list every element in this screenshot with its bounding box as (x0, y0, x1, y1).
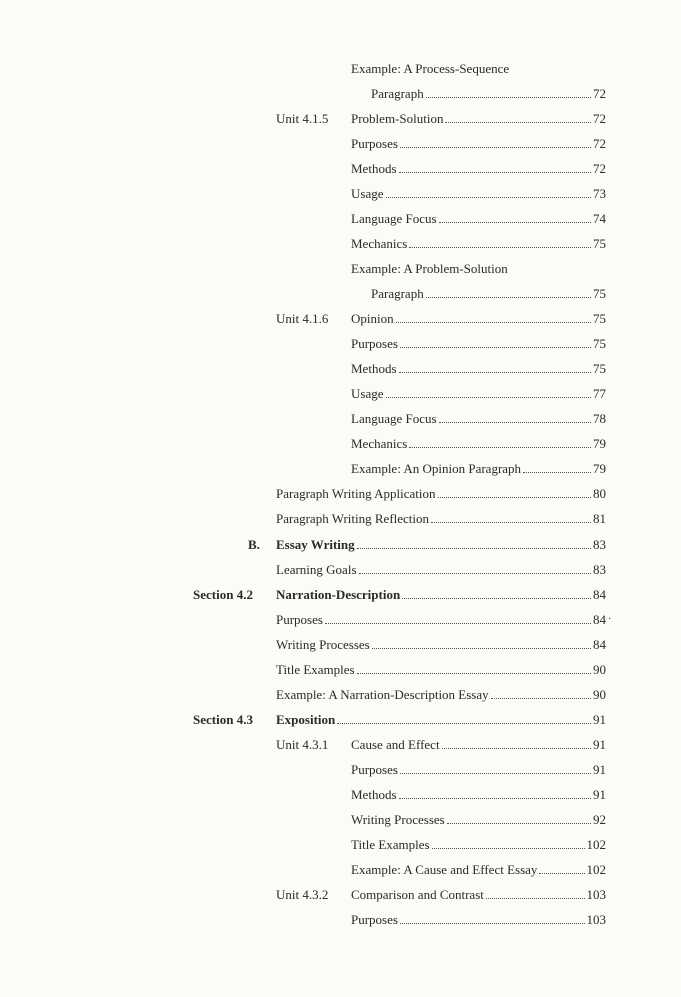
dot-leader (491, 698, 591, 699)
toc-entry (0, 860, 681, 880)
toc-entry-title: Usage (351, 386, 384, 401)
toc-entry (0, 785, 681, 805)
toc-entry (0, 635, 681, 655)
dot-leader (447, 823, 591, 824)
toc-entry-page: 83 (593, 537, 606, 552)
toc-entry-page: 80 (593, 486, 606, 501)
dot-leader (426, 297, 591, 298)
toc-entry (0, 109, 681, 129)
toc-entry (0, 84, 681, 104)
toc-entry-title: Example: An Opinion Paragraph (351, 461, 522, 476)
dot-leader (337, 723, 591, 724)
toc-entry (0, 209, 681, 229)
toc-entry-page: 92 (593, 812, 606, 827)
toc-entry-page: 102 (586, 837, 606, 852)
toc-entry (0, 810, 681, 830)
toc-entry-page: 72 (593, 136, 606, 151)
dot-leader (372, 648, 591, 649)
toc-entry-label: Unit 4.1.5 (276, 111, 329, 126)
toc-entry (0, 685, 681, 705)
toc-entry-title: Purposes (351, 136, 398, 151)
toc-entry-title: Methods (351, 787, 397, 802)
toc-entry-page: 103 (586, 887, 606, 902)
toc-entry-title: Cause and Effect (351, 737, 440, 752)
toc-entry-page: 75 (593, 236, 606, 251)
toc-entry-page: 90 (593, 687, 606, 702)
toc-entry-title: Usage (351, 186, 384, 201)
toc-entry-title: Exposition (276, 712, 336, 727)
toc-entry-page: 72 (593, 161, 606, 176)
toc-entry-title: Paragraph (371, 286, 424, 301)
toc-entry-title: Example: A Cause and Effect Essay (351, 862, 538, 877)
toc-entry (0, 585, 681, 605)
dot-leader (386, 197, 592, 198)
toc-entry-page: 73 (593, 186, 606, 201)
dot-leader (396, 322, 591, 323)
toc-entry-title: Methods (351, 161, 397, 176)
toc-entry-label: Unit 4.3.1 (276, 737, 329, 752)
toc-entry-title: Example: A Narration-Description Essay (276, 687, 489, 702)
toc-entry-page: 84 (593, 612, 606, 627)
toc-entry (0, 134, 681, 154)
toc-entry (0, 459, 681, 479)
dot-leader (325, 623, 591, 624)
dot-leader (431, 522, 591, 523)
toc-entry-page: 79 (593, 436, 606, 451)
toc-entry-page: 75 (593, 361, 606, 376)
toc-entry-page: 90 (593, 662, 606, 677)
toc-entry-page: 81 (593, 511, 606, 526)
toc-entry-page: 103 (586, 912, 606, 927)
toc-entry-page: 84 (593, 587, 606, 602)
toc-entry (0, 184, 681, 204)
toc-entry-title: Opinion (351, 311, 394, 326)
dot-leader (438, 497, 591, 498)
toc-entry-title: Comparison and Contrast (351, 887, 484, 902)
toc-entry-title: Essay Writing (276, 537, 355, 552)
toc-entry-page: 75 (593, 311, 606, 326)
toc-entry-page: 74 (593, 211, 606, 226)
toc-entry (0, 434, 681, 454)
toc-entry (0, 309, 681, 329)
toc-entry-title: Problem-Solution (351, 111, 444, 126)
toc-entry (0, 409, 681, 429)
toc-entry-label: Unit 4.1.6 (276, 311, 329, 326)
toc-entry (0, 535, 681, 555)
dot-leader (432, 848, 585, 849)
dot-leader (539, 873, 584, 874)
toc-entry-page: 77 (593, 386, 606, 401)
toc-entry (0, 509, 681, 529)
dot-leader (442, 748, 591, 749)
toc-entry (0, 234, 681, 254)
toc-entry (0, 760, 681, 780)
dot-leader (402, 598, 591, 599)
toc-entry (0, 710, 681, 730)
toc-entry-title: Language Focus (351, 411, 437, 426)
dot-leader (400, 923, 585, 924)
toc-entry-title: Example: A Process-Sequence (351, 61, 510, 76)
toc-entry-page: 91 (593, 712, 606, 727)
toc-entry-title: Paragraph (371, 86, 424, 101)
dot-leader (400, 147, 591, 148)
dot-leader (426, 97, 591, 98)
toc-entry (0, 159, 681, 179)
toc-entry (0, 560, 681, 580)
toc-entry-page: 75 (593, 286, 606, 301)
toc-entry-page: 72 (593, 86, 606, 101)
toc-entry (0, 910, 681, 930)
dot-leader (357, 673, 591, 674)
toc-entry-label: Unit 4.3.2 (276, 887, 329, 902)
dot-leader (439, 422, 591, 423)
toc-entry-title: Language Focus (351, 211, 437, 226)
toc-entry-title: Purposes (351, 912, 398, 927)
dot-leader (357, 548, 591, 549)
toc-entry-page: 78 (593, 411, 606, 426)
toc-entry-page: 91 (593, 762, 606, 777)
toc-entry (0, 610, 681, 630)
dot-leader (409, 447, 591, 448)
toc-entry-page: 84 (593, 637, 606, 652)
toc-entry-label: Section 4.2 (193, 587, 253, 602)
toc-entry-title: Purposes (351, 336, 398, 351)
dot-leader (399, 798, 592, 799)
toc-entry-title: Paragraph Writing Reflection (276, 511, 430, 526)
toc-entry-title: Purposes (351, 762, 398, 777)
toc-entry-page: 83 (593, 562, 606, 577)
toc-entry-label: B. (248, 537, 260, 552)
toc-entry-title: Paragraph Writing Application (276, 486, 436, 501)
toc-entry (0, 660, 681, 680)
dot-leader (439, 222, 591, 223)
toc-entry-page: 102 (586, 862, 606, 877)
dot-leader (399, 372, 592, 373)
dot-leader (445, 122, 591, 123)
dot-leader (400, 347, 591, 348)
toc-entry (0, 334, 681, 354)
toc-entry-title: Mechanics (351, 236, 408, 251)
toc-entry (0, 284, 681, 304)
toc-entry-label: Section 4.3 (193, 712, 253, 727)
toc-entry (0, 885, 681, 905)
dot-leader (400, 773, 591, 774)
toc-entry-page: 75 (593, 336, 606, 351)
toc-entry-page: 91 (593, 737, 606, 752)
toc-entry (0, 735, 681, 755)
toc-entry (0, 484, 681, 504)
dot-leader (486, 898, 585, 899)
toc-entry-page: 79 (593, 461, 606, 476)
toc-entry-title: Writing Processes (351, 812, 445, 827)
toc-entry-title: Example: A Problem-Solution (351, 261, 508, 276)
stray-mark: · (608, 614, 612, 625)
toc-entry-title: Mechanics (351, 436, 408, 451)
toc-entry (0, 384, 681, 404)
toc-entry-title: Purposes (276, 612, 323, 627)
toc-entry-page: 72 (593, 111, 606, 126)
toc-entry-title: Writing Processes (276, 637, 370, 652)
toc-entry (0, 359, 681, 379)
dot-leader (386, 397, 592, 398)
dot-leader (523, 472, 591, 473)
dot-leader (399, 172, 592, 173)
toc-entry-title: Narration-Description (276, 587, 401, 602)
toc-entry (0, 835, 681, 855)
toc-entry-title: Methods (351, 361, 397, 376)
dot-leader (359, 573, 591, 574)
toc-entry-title: Title Examples (276, 662, 355, 677)
dot-leader (409, 247, 591, 248)
toc-entry-title: Title Examples (351, 837, 430, 852)
toc-entry-title: Learning Goals (276, 562, 357, 577)
toc-entry-page: 91 (593, 787, 606, 802)
